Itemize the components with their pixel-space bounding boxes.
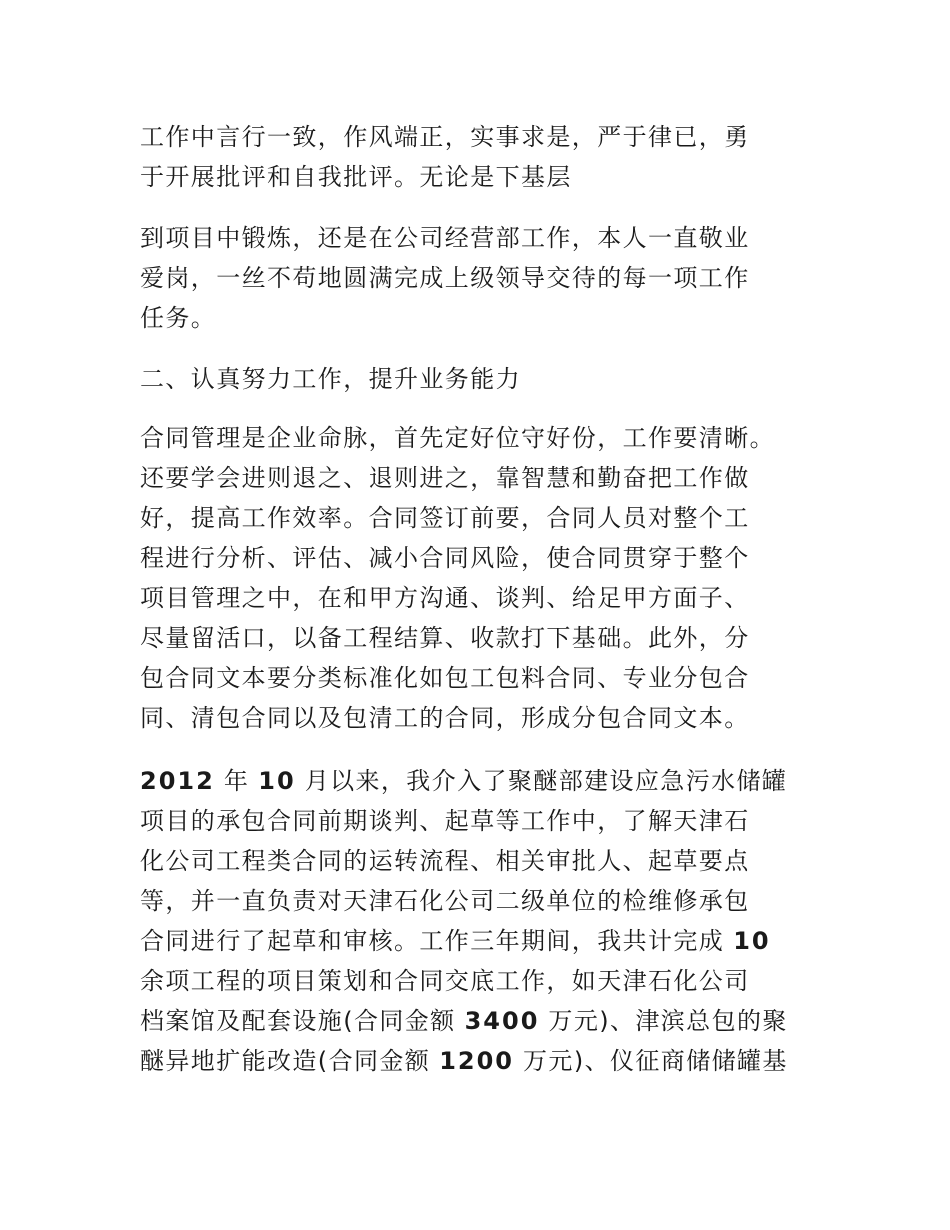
text-line: 包合同文本要分类标准化如包工包料合同、专业分包合: [140, 664, 750, 692]
text-line: 工作中言行一致，作风端正，实事求是，严于律已，勇: [140, 123, 750, 151]
text-fragment: 万元)、仪征商储储罐基: [514, 1047, 788, 1075]
text-line: 于开展批评和自我批评。无论是下基层: [140, 163, 572, 191]
paragraph-1: [140, 117, 820, 197]
year-number: 2012: [140, 767, 215, 795]
text-fragment: 万元)、津滨总包的聚: [539, 1007, 788, 1035]
text-line: 项目管理之中，在和甲方沟通、谈判、给足甲方面子、: [140, 584, 750, 612]
text-line: 等，并一直负责对天津石化公司二级单位的检维修承包: [140, 887, 750, 915]
text-fragment: 月以来，我介入了聚醚部建设应急污水储罐: [295, 767, 788, 795]
month-number: 10: [258, 767, 296, 795]
text-line: 余项工程的项目策划和合同交底工作，如天津石化公司: [140, 967, 750, 995]
text-fragment: 年: [214, 767, 259, 795]
section-heading: [140, 359, 820, 399]
contract-amount: 1200: [439, 1047, 514, 1075]
text-line: [140, 921, 820, 961]
text-line: 爱岗，一丝不苟地圆满完成上级领导交待的每一项工作: [140, 264, 750, 292]
text-fragment: 醚异地扩能改造(合同金额: [140, 1047, 440, 1075]
paragraph-3: [140, 418, 820, 738]
contract-amount: 3400: [464, 1007, 540, 1035]
text-line: 还要学会进则退之、退则进之，靠智慧和勤奋把工作做: [140, 464, 750, 492]
text-line: 到项目中锻炼，还是在公司经营部工作，本人一直敬业: [140, 224, 750, 252]
text-line: 合同管理是企业命脉，首先定好位守好份，工作要清晰。: [140, 424, 775, 452]
text-line: 化公司工程类合同的运转流程、相关审批人、起草要点: [140, 847, 750, 875]
text-line: 好，提高工作效率。合同签订前要，合同人员对整个工: [140, 504, 750, 532]
text-line: 任务。: [140, 304, 217, 332]
paragraph-4: [140, 761, 820, 1081]
text-fragment: 档案馆及配套设施(合同金额: [140, 1007, 465, 1035]
text-line: 同、清包合同以及包清工的合同，形成分包合同文本。: [140, 704, 750, 732]
text-line: [140, 1041, 820, 1081]
heading-line: 二、认真努力工作，提升业务能力: [140, 365, 521, 393]
text-line: 项目的承包合同前期谈判、起草等工作中，了解天津石: [140, 807, 750, 835]
paragraph-2: [140, 218, 820, 338]
text-line: 程进行分析、评估、减小合同风险，使合同贯穿于整个: [140, 544, 750, 572]
text-line: [140, 1001, 820, 1041]
text-line: 尽量留活口，以备工程结算、收款打下基础。此外，分: [140, 624, 750, 652]
text-line: [140, 761, 820, 801]
project-count: 10: [733, 927, 771, 955]
text-fragment: 合同进行了起草和审核。工作三年期间，我共计完成: [140, 927, 734, 955]
